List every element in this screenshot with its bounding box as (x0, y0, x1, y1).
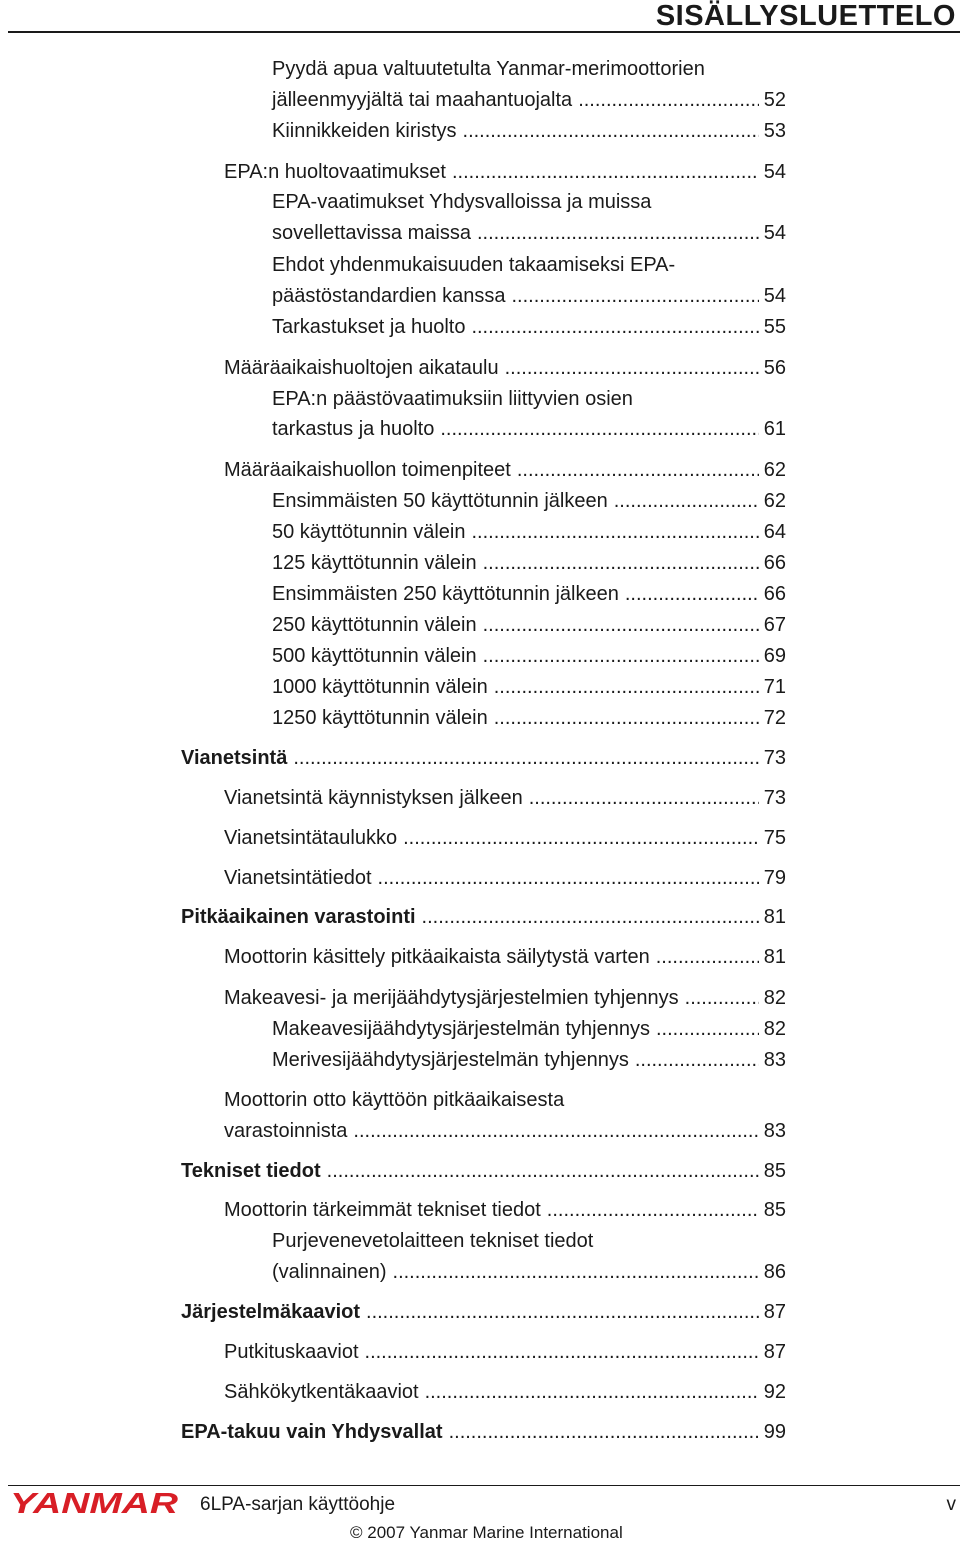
toc-entry-title: Määräaikaishuollon toimenpiteet (224, 459, 511, 481)
toc-entry-title: Putkituskaaviot (224, 1341, 359, 1363)
toc-page-number: 62 (763, 490, 786, 512)
leader-dots (471, 518, 759, 546)
toc-entry[interactable] (272, 611, 786, 639)
toc-entry-title: Makeavesijäähdytysjärjestelmän tyhjennys (272, 1018, 650, 1040)
toc-entry-line: EPA:n päästövaatimuksiin liittyvien osien (272, 388, 633, 410)
toc-page-number: 54 (763, 161, 786, 183)
toc-entry[interactable] (272, 673, 786, 701)
toc-entry-title: 1000 käyttötunnin välein (272, 676, 488, 698)
toc-entry-title: Vianetsintätiedot (224, 867, 372, 889)
leader-dots (483, 611, 759, 639)
leader-dots (635, 1046, 759, 1074)
toc-page-number: 85 (763, 1199, 786, 1221)
toc-page-number: 79 (763, 867, 786, 889)
toc-entry[interactable] (272, 282, 786, 310)
toc-page-number: 73 (763, 747, 786, 769)
toc-page-number: 53 (763, 120, 786, 142)
toc-entry[interactable] (272, 1258, 786, 1286)
toc-entry-title: EPA:n huoltovaatimukset (224, 161, 446, 183)
leader-dots (378, 864, 759, 892)
yanmar-logo (10, 1489, 182, 1517)
toc-chapter[interactable] (181, 744, 786, 772)
toc-entry-title: Tarkastukset ja huolto (272, 316, 466, 338)
toc-page-number: 99 (763, 1421, 786, 1443)
toc-page-number: 67 (763, 614, 786, 636)
toc-page-number: 75 (763, 827, 786, 849)
toc-entry[interactable] (272, 415, 786, 443)
toc-entry[interactable] (272, 518, 786, 546)
toc-page-number: 69 (763, 645, 786, 667)
toc-entry[interactable] (224, 984, 786, 1012)
toc-entry-title: Määräaikaishuoltojen aikataulu (224, 357, 499, 379)
toc-entry-title: 125 käyttötunnin välein (272, 552, 477, 574)
toc-chapter[interactable] (181, 1298, 786, 1326)
footer-divider (8, 1485, 960, 1486)
toc-entry-title: 1250 käyttötunnin välein (272, 707, 488, 729)
toc-entry[interactable] (224, 784, 786, 812)
toc-chapter-title: Vianetsintä (181, 747, 288, 769)
toc-entry-line: Ehdot yhdenmukaisuuden takaamiseksi EPA- (272, 254, 676, 276)
leader-dots (440, 415, 759, 443)
toc-page-number: 82 (763, 987, 786, 1009)
leader-dots (494, 704, 759, 732)
leader-dots (425, 1378, 759, 1406)
toc-entry-title: Moottorin tärkeimmät tekniset tiedot (224, 1199, 541, 1221)
toc-page-number: 87 (763, 1301, 786, 1323)
toc-chapter[interactable] (181, 1418, 786, 1446)
leader-dots (578, 86, 759, 114)
toc-page-number: 66 (763, 583, 786, 605)
toc-page-number: 86 (763, 1261, 786, 1283)
leader-dots (625, 580, 759, 608)
toc-entry[interactable] (224, 943, 786, 971)
leader-dots (656, 1015, 759, 1043)
toc-entry[interactable] (224, 1378, 786, 1406)
toc-page-number: 61 (763, 418, 786, 440)
leader-dots (471, 313, 759, 341)
toc-entry[interactable] (272, 86, 786, 114)
header-divider (8, 31, 960, 33)
toc-entry-title: Ensimmäisten 250 käyttötunnin jälkeen (272, 583, 619, 605)
leader-dots (685, 984, 759, 1012)
leader-dots (614, 487, 759, 515)
toc-entry-title: Ensimmäisten 50 käyttötunnin jälkeen (272, 490, 608, 512)
toc-entry[interactable] (272, 313, 786, 341)
page-title: SISÄLLYSLUETTELO (655, 0, 956, 32)
toc-chapter[interactable] (181, 1157, 786, 1185)
toc-page-number: 66 (763, 552, 786, 574)
toc-entry-title: Merivesijäähdytysjärjestelmän tyhjennys (272, 1049, 629, 1071)
toc-entry[interactable] (272, 580, 786, 608)
toc-page-number: 87 (763, 1341, 786, 1363)
toc-entry[interactable] (272, 1046, 786, 1074)
toc-entry[interactable] (272, 704, 786, 732)
leader-dots (512, 282, 760, 310)
toc-entry-line: Moottorin otto käyttöön pitkäaikaisesta (224, 1089, 565, 1111)
toc-entry-title: tarkastus ja huolto (272, 418, 435, 440)
toc-entry-title: 250 käyttötunnin välein (272, 614, 477, 636)
leader-dots (293, 744, 759, 772)
toc-entry[interactable] (224, 158, 786, 186)
leader-dots (505, 354, 759, 382)
leader-dots (365, 1338, 759, 1366)
leader-dots (483, 549, 759, 577)
toc-page-number: 83 (763, 1049, 786, 1071)
leader-dots (483, 642, 759, 670)
toc-entry[interactable] (224, 354, 786, 382)
toc-entry-title: (valinnainen) (272, 1261, 387, 1283)
toc-entry[interactable] (224, 1196, 786, 1224)
toc-entry-title: sovellettavissa maissa (272, 222, 471, 244)
toc-entry-title: Sähkökytkentäkaaviot (224, 1381, 419, 1403)
toc-page-number: 55 (763, 316, 786, 338)
toc-entry-title: päästöstandardien kanssa (272, 285, 506, 307)
toc-entry-title: 500 käyttötunnin välein (272, 645, 477, 667)
toc-chapter-title: EPA-takuu vain Yhdysvallat (181, 1421, 443, 1443)
toc-entry-line: Pyydä apua valtuutetulta Yanmar-merimoottorien (272, 58, 705, 80)
leader-dots (494, 673, 759, 701)
toc-page-number: 83 (763, 1120, 786, 1142)
toc-page-number: 82 (763, 1018, 786, 1040)
toc-entry[interactable] (224, 824, 786, 852)
toc-chapter-title: Järjestelmäkaaviot (181, 1301, 361, 1323)
leader-dots (449, 1418, 759, 1446)
toc-entry-title: Vianetsintätaulukko (224, 827, 398, 849)
toc-entry-line: EPA-vaatimukset Yhdysvalloissa ja muissa (272, 191, 652, 213)
toc-entry[interactable] (224, 1338, 786, 1366)
toc-entry[interactable] (272, 1015, 786, 1043)
leader-dots (327, 1157, 759, 1185)
toc-entry[interactable] (272, 549, 786, 577)
toc-entry[interactable] (224, 1117, 786, 1145)
leader-dots (477, 219, 759, 247)
toc-page-number: 81 (763, 946, 786, 968)
toc-chapter[interactable] (181, 903, 786, 931)
toc-entry[interactable] (272, 117, 786, 145)
toc-page-number: 92 (763, 1381, 786, 1403)
leader-dots (463, 117, 759, 145)
leader-dots (366, 1298, 759, 1326)
toc-entry[interactable] (224, 456, 786, 484)
leader-dots (353, 1117, 759, 1145)
toc-entry[interactable] (224, 864, 786, 892)
leader-dots (403, 824, 759, 852)
leader-dots (393, 1258, 759, 1286)
toc-entry-title: Vianetsintä käynnistyksen jälkeen (224, 787, 523, 809)
toc-chapter-title: Tekniset tiedot (181, 1160, 321, 1182)
toc-entry[interactable] (272, 642, 786, 670)
toc-page-number: 52 (763, 89, 786, 111)
leader-dots (422, 903, 759, 931)
toc-page-number: 73 (763, 787, 786, 809)
leader-dots (517, 456, 759, 484)
toc-entry-line: Purjevenevetolaitteen tekniset tiedot (272, 1230, 594, 1252)
toc-page-number: 85 (763, 1160, 786, 1182)
toc-page-number: 81 (763, 906, 786, 928)
leader-dots (529, 784, 759, 812)
toc-page-number: 71 (763, 676, 786, 698)
page-number: v (946, 1494, 956, 1515)
toc-entry-title: Makeavesi- ja merijäähdytysjärjestelmien tyhjennys (224, 987, 679, 1009)
toc-entry-title: Kiinnikkeiden kiristys (272, 120, 457, 142)
toc-entry-title: jälleenmyyjältä tai maahantuojalta (272, 89, 573, 111)
leader-dots (547, 1196, 759, 1224)
toc-page-number: 62 (763, 459, 786, 481)
leader-dots (656, 943, 759, 971)
toc-entry-title: varastoinnista (224, 1120, 348, 1142)
manual-title: 6LPA-sarjan käyttöohje (200, 1494, 396, 1515)
toc-page-number: 64 (763, 521, 786, 543)
toc-page-number: 54 (763, 285, 786, 307)
toc-page-number: 72 (763, 707, 786, 729)
toc-page-number: 54 (763, 222, 786, 244)
toc-entry[interactable] (272, 219, 786, 247)
leader-dots (452, 158, 759, 186)
toc-chapter-title: Pitkäaikainen varastointi (181, 906, 416, 928)
toc-page-number: 56 (763, 357, 786, 379)
toc-entry[interactable] (272, 487, 786, 515)
toc-entry-title: 50 käyttötunnin välein (272, 521, 466, 543)
toc-entry-title: Moottorin käsittely pitkäaikaista säilytystä varten (224, 946, 650, 968)
copyright-notice: © 2007 Yanmar Marine International (350, 1523, 623, 1542)
svg-text:YANMAR: YANMAR (10, 1489, 179, 1517)
